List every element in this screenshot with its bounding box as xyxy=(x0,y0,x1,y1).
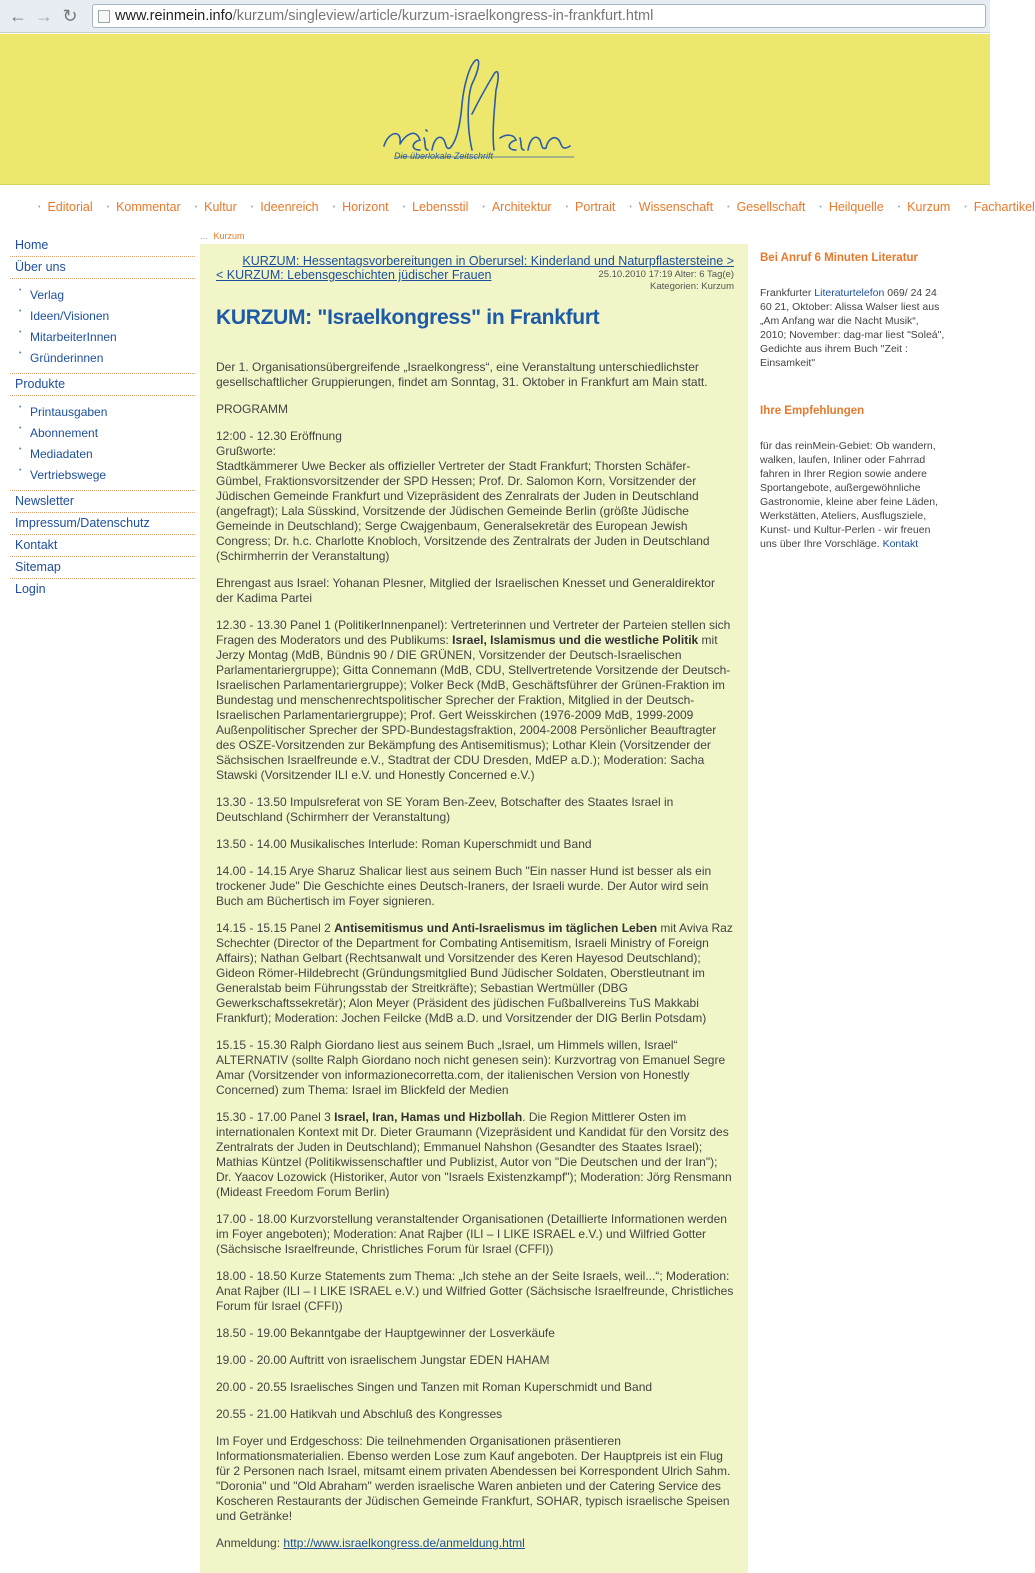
sidebar-item-home[interactable]: Home xyxy=(10,235,195,257)
article-nav-row xyxy=(216,268,734,292)
literaturtelefon-text: Frankfurter Literaturtelefon 069/ 24 24 60 21, Oktober: Alissa Walser liest aus „Am Anfang war die Nacht Musik“, 2010; November: dag-mar liest "Soleá", Gedichte aus ihrem Buch "Zeit : Einsamkeit" xyxy=(760,287,945,369)
kontakt-link[interactable]: Kontakt xyxy=(882,538,919,550)
literaturtelefon-title: Bei Anruf 6 Minuten Literatur xyxy=(760,252,919,264)
program-impulsreferat: 13.30 - 13.50 Impulsreferat von SE Yoram Ben-Zeev, Botschafter des Staates Israel in Deutschland (Schirmherr der Veranstaltung) xyxy=(216,795,674,824)
sidebar-item-printausgaben[interactable]: • Printausgaben xyxy=(10,402,195,423)
site-header xyxy=(0,34,990,185)
sidebar-item-mediadaten[interactable]: • Mediadaten xyxy=(10,444,195,465)
article-content xyxy=(200,244,748,1573)
program-eden-haham: 19.00 - 20.00 Auftritt von israelischem Jungstar EDEN HAHAM xyxy=(216,1353,550,1367)
program-opening: 12:00 - 12.30 Eröffnung Grußworte: Stadtkämmerer Uwe Becker als offizieller Vertreter der Stadt Frankfurt; Thorsten Schäfer-Gümbel, Fraktionsvorsitzender der SPD Hessen; Prof. Dr. Salomon Korn, Vorsitzender der Jüdischen Gemeinde Frankfurt und Vizepräsident des Zenralrats der Juden in Deutschland (angefragt); Lala Süsskind, Vorsitzende der Jüdischen Gemeinde Berlin (größte Jüdische Gemeinde in Deutschland); Serge Cwajgenbaum, Generalsekretär des European Jewish Congress; Dr. h.c. Charlotte Knobloch, Vorsitzende des Zentralrats der Juden in Deutschland (Schirmherrin der Veranstaltung) xyxy=(216,429,710,563)
nav-kurzum[interactable]: • Kurzum xyxy=(898,200,951,214)
page-icon xyxy=(98,10,110,23)
url-text: www.reinmein.info/kurzum/singleview/article/kurzum-israelkongress-in-frankfurt.html xyxy=(115,8,654,24)
program-lesung-shalicar: 14.00 - 14.15 Arye Sharuz Shalicar liest aus seinem Buch "Ein nasser Hund ist besser als ein trockener Jude" Die Geschichte eines Deutsch-Iraners, der Israeli wurde. Der Autor wird sein Buch am Büchertisch im Foyer signieren. xyxy=(216,864,712,908)
program-panel-2: 14.15 - 15.15 Panel 2 Antisemitismus und Anti-Israelismus im täglichen Leben mit Aviva Raz Schechter (Director of the Department for Combating Antisemitism, Israeli Ministry of Foreign Affairs); Nathan Gelbart (Rechtsanwalt und Vorsitzender des Keren Hayesod Deutschland); Gideon Römer-Hildebrecht (Gründungsmitglied Bund Jüdischer Soldaten, Oberstleutnant im Generalstab beim Führungsstab der Streitkräfte); Sebastian Wertmüller (DBG Gewerkschaftssekretär); Alon Meyer (Präsident des jüdischen Fußballvereins TuS Makkabi Frankfurt); Moderation: Jochen Feilcke (MdB a.D. und Vorsitzender der DIG Berlin Potsdam) xyxy=(216,921,733,1025)
nav-fachartikel[interactable]: • Fachartikel xyxy=(964,200,1035,214)
nav-portrait[interactable]: • Portrait xyxy=(566,200,616,214)
sidebar-item-mitarbeiterinnen[interactable]: • MitarbeiterInnen xyxy=(10,327,195,348)
nav-lebensstil[interactable]: • Lebensstil xyxy=(403,200,469,214)
program-lesung-giordano: 15.15 - 15.30 Ralph Giordano liest aus seinem Buch „Israel, um Himmels willen, Israel“ ALTERNATIV (sollte Ralph Giordano noch nicht genesen sein): Kurzvortrag von Emanuel Segre Amar (Vorsitzender von informazionecorretta.com, der italienischen Version von Honestly Concerned) zum Thema: Israel im Blickfeld der Medien xyxy=(216,1038,726,1097)
nav-gesellschaft[interactable]: • Gesellschaft xyxy=(727,200,805,214)
program-ehrengast: Ehrengast aus Israel: Yohanan Plesner, Mitglied der Israelischen Knesset und Generaldirektor der Kadima Partei xyxy=(216,576,715,605)
sidebar-sub-ueber-uns xyxy=(10,279,195,374)
browser-toolbar xyxy=(0,0,990,33)
forward-icon[interactable]: → xyxy=(35,6,53,26)
anmeldung-link[interactable]: http://www.israelkongress.de/anmeldung.html xyxy=(283,1536,525,1550)
sidebar-item-newsletter[interactable]: Newsletter xyxy=(10,491,195,513)
programm-heading: PROGRAMM xyxy=(216,402,288,416)
program-organisationen: 17.00 - 18.00 Kurzvorstellung veranstaltender Organisationen (Detaillierte Informationen werden im Foyer angeboten); Moderation: Anat Rajber (ILI – I LIKE ISRAEL e.V.) und Wilfried Gotter (Sächsische Israelfreunde, Christliches Forum für Israel (CFFI)) xyxy=(216,1212,727,1256)
article-body xyxy=(216,360,734,1551)
foyer-paragraph: Im Foyer und Erdgeschoss: Die teilnehmenden Organisationen präsentieren Informationsmaterialien. Ebenso werden Lose zum Kauf angeboten. Der Hauptpreis ist ein Flug für 2 Personen nach Israel, mitsamt einem privaten Abendessen bei Korrespondent Ulrich Sahm. "Doronia" und "Old Abraham" werden israelische Waren anbieten und der Catering Service des Koscheren Restaurants der Jüdischen Gemeinde Frankfurt, SOHAR, typisch israelische Speisen und Getränke! xyxy=(216,1434,731,1523)
sidebar-item-vertriebswege[interactable]: • Vertriebswege xyxy=(10,465,195,486)
sidebar-item-kontakt[interactable]: Kontakt xyxy=(10,535,195,557)
next-article-link[interactable]: KURZUM: Hessentagsvorbereitungen in Oberursel: Kinderland und Naturpflastersteine > xyxy=(242,254,734,268)
reload-icon[interactable]: ↻ xyxy=(62,6,78,26)
sidebar-item-abonnement[interactable]: • Abonnement xyxy=(10,423,195,444)
sidebar-item-impressum[interactable]: Impressum/Datenschutz xyxy=(10,513,195,535)
nav-editorial[interactable]: • Editorial xyxy=(38,200,93,214)
nav-ideenreich[interactable]: • Ideenreich xyxy=(251,200,319,214)
program-panel-3: 15.30 - 17.00 Panel 3 Israel, Iran, Hamas und Hizbollah. Die Region Mittlerer Osten im internationalen Kontext mit Dr. Dieter Graumann (Vizepräsident und Kandidat für den Vorsitz des Zentralrats der Juden in Deutschland); Emmanuel Nahshon (Gesandter des Staates Israel); Mathias Küntzel (Politikwissenschaftler und Publizist, Autor von "Die Deutschen und der Iran"); Dr. Yaacov Lozowick (Historiker, Autor von "Israels Existenzkampf"); Moderation: Jörg Rensmann (Mideast Freedom Forum Berlin) xyxy=(216,1110,732,1199)
nav-kultur[interactable]: • Kultur xyxy=(195,200,237,214)
nav-wissenschaft[interactable]: • Wissenschaft xyxy=(629,200,713,214)
program-panel-1: 12.30 - 13.30 Panel 1 (PolitikerInnenpanel): Vertreterinnen und Vertreter der Parteien stellen sich Fragen des Moderators und des Publikums: Israel, Islamismus und die westliche Politik mit Jerzy Montag (MdB, Bündnis 90 / DIE GRÜNEN, Vorsitzender der Deutsch-Israelischen Parlamentariergruppe); Gitta Connemann (MdB, CDU, Stellvertretende Vorsitzende der Deutsch-Israelischen Parlamentariergruppe); Volker Beck (MdB, Geschäftsführer der Grünen-Fraktion im Bundestag und menschenrechtspolitischer Sprecher der Fraktion, Mitglied in der Deutsch-Israelischen Parlamentariergruppe); Prof. Gert Weisskirchen (1976-2009 MdB, 1999-2009 Außenpolitischer Sprecher der SPD-Bundestagsfraktion, 2004-2008 Persönlicher Beauftragter des OSZE-Vorsitzenden zur Bekämpfung des Antisemitismus); Lothar Klein (Vorsitzender der Sächsischen Israelfreunde e.V., Stadtrat der CDU Dresden, MdEP a.D.); Moderation: Sacha Stawski (Vorsitzender ILI e.V. und Honestly Concerned e.V.) xyxy=(216,618,731,782)
program-interlude: 13.50 - 14.00 Musikalisches Interlude: Roman Kuperschmidt und Band xyxy=(216,837,592,851)
breadcrumb-kurzum[interactable]: Kurzum xyxy=(213,231,245,241)
sidebar-item-sitemap[interactable]: Sitemap xyxy=(10,557,195,579)
intro-paragraph: Der 1. Organisationsübergreifende „Israelkongress“, eine Veranstaltung unterschiedlichster gesellschaftlicher Gruppierungen, findet am Sonntag, 31. Oktober in Frankfurt am Main statt. xyxy=(216,360,708,389)
prev-article-link[interactable]: < KURZUM: Lebensgeschichten jüdischer Frauen xyxy=(216,268,492,282)
article-meta: 25.10.2010 17:19 Alter: 6 Tag(e) Kategorien: Kurzum xyxy=(598,269,734,292)
program-hatikvah: 20.55 - 21.00 Hatikvah und Abschluß des Kongresses xyxy=(216,1407,503,1421)
sidebar-item-login[interactable]: Login xyxy=(15,582,46,596)
logo-tagline: Die überlokale Zeitschrift xyxy=(394,151,494,161)
program-singen: 20.00 - 20.55 Israelisches Singen und Tanzen mit Roman Kuperschmidt und Band xyxy=(216,1380,653,1394)
nav-kommentar[interactable]: • Kommentar xyxy=(107,200,181,214)
back-icon[interactable]: ← xyxy=(9,6,27,26)
empfehlungen-title: Ihre Empfehlungen xyxy=(760,405,865,417)
nav-horizont[interactable]: • Horizont xyxy=(333,200,389,214)
nav-architektur[interactable]: • Architektur xyxy=(482,200,551,214)
article-title: KURZUM: "Israelkongress" in Frankfurt xyxy=(216,306,600,329)
sidebar-item-produkte[interactable]: Produkte xyxy=(10,374,195,396)
sidebar-item-verlag[interactable]: • Verlag xyxy=(10,285,195,306)
sidebar-item-ueber-uns[interactable]: Über uns xyxy=(10,257,195,279)
top-navigation xyxy=(38,200,1035,214)
left-navigation xyxy=(10,235,195,601)
address-bar[interactable] xyxy=(92,4,986,28)
empfehlungen-text: für das reinMein-Gebiet: Ob wandern, walken, laufen, Inliner oder Fahrrad fahren in Ihrer Region sowie andere Sportangebote, außergewöhnliche Gastronomie, kleine aber feine Läden, Werkstätten, Ateliers, Ausflugsziele, Kunst- und Kultur-Perlen - wir freuen uns über Ihre Vorschläge. Kontakt xyxy=(760,440,939,550)
program-statements: 18.00 - 18.50 Kurze Statements zum Thema: „Ich stehe an der Seite Israels, weil...“; Moderation: Anat Rajber (ILI – I LIKE ISRAEL e.V.) und Wilfried Gotter (Sächsische Israelfreunde, Christliches Forum für Israel (CFFI)) xyxy=(216,1269,734,1313)
sidebar-item-ideen-visionen[interactable]: • Ideen/Visionen xyxy=(10,306,195,327)
program-losverkaeufe: 18.50 - 19.00 Bekanntgabe der Hauptgewinner der Losverkäufe xyxy=(216,1326,555,1340)
nav-heilquelle[interactable]: • Heilquelle xyxy=(819,200,883,214)
literaturtelefon-link[interactable]: Literaturtelefon xyxy=(814,287,885,299)
anmeldung: Anmeldung: http://www.israelkongress.de/anmeldung.html xyxy=(216,1536,525,1550)
sidebar-sub-produkte xyxy=(10,396,195,491)
sidebar-item-gruenderinnen[interactable]: • Gründerinnen xyxy=(10,348,195,369)
right-sidebar xyxy=(760,252,945,551)
breadcrumb: ... Kurzum xyxy=(200,231,245,241)
